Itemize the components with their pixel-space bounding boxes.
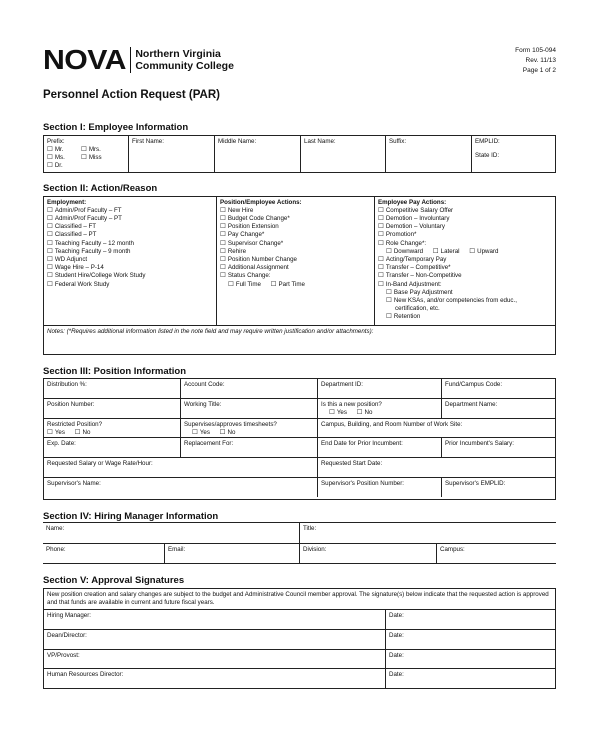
pay-action-option[interactable]: ☐ Promotion* (378, 231, 552, 239)
action-reason-table (43, 196, 556, 355)
section-1-heading: Section I: Employee Information (43, 122, 189, 133)
employment-option[interactable]: ☐ Admin/Prof Faculty – PT (47, 215, 213, 223)
employment-option[interactable]: ☐ WD Adjunct (47, 256, 213, 264)
role-lateral-checkbox[interactable]: ☐ Lateral (433, 248, 460, 256)
form-number-block (515, 46, 556, 76)
manager-email-field[interactable]: Email: (164, 544, 299, 563)
prefix-ms-checkbox[interactable]: ☐ Ms. (47, 154, 81, 162)
employment-option[interactable]: ☐ Wage Hire – P-14 (47, 264, 213, 272)
employee-info-table (43, 135, 556, 173)
hiring-manager-table (43, 522, 556, 564)
logo-divider (130, 47, 132, 73)
pay-action-option[interactable]: ☐ Demotion – Voluntary (378, 223, 552, 231)
position-info-table (43, 378, 556, 500)
supervises-cell: Supervises/approves timesheets? ☐ Yes ☐ No (180, 419, 317, 437)
new-position-no-checkbox[interactable]: ☐ No (357, 409, 373, 417)
role-upward-checkbox[interactable]: ☐ Upward (469, 248, 498, 256)
inband-option[interactable]: ☐ New KSAs, and/or competencies from educ., (386, 297, 552, 305)
prefix-miss-checkbox[interactable]: ☐ Miss (81, 154, 102, 162)
distribution-field[interactable]: Distribution %: (47, 380, 87, 388)
state-id-field[interactable]: State ID: (475, 151, 500, 159)
last-name-field[interactable]: Last Name: (300, 136, 385, 172)
manager-campus-field[interactable]: Campus: (436, 544, 556, 563)
position-action-option[interactable]: ☐ Pay Change* (220, 231, 371, 239)
campus-building-room-field[interactable]: Campus, Building, and Room Number of Work Site: (317, 419, 555, 437)
employment-option[interactable]: ☐ Admin/Prof Faculty – FT (47, 207, 213, 215)
position-actions-column: Position/Employee Actions: ☐ New Hire ☐ Budget Code Change* ☐ Position Extension ☐ Pay Change* ☐ Supervisor Change* ☐ Rehire ☐ Position Number Change ☐ Additional Assignment ☐ Status Change: ☐ Full Time ☐ Part Time (216, 197, 374, 325)
supervises-yes-checkbox[interactable]: ☐ Yes (192, 429, 210, 437)
section-5-heading: Section V: Approval Signatures (43, 575, 185, 586)
full-time-checkbox[interactable]: ☐ Full Time (228, 281, 261, 289)
manager-phone-field[interactable]: Phone: (46, 545, 66, 553)
department-name-field[interactable]: Department Name: (441, 399, 555, 418)
pay-action-option[interactable]: ☐ Acting/Temporary Pay (378, 256, 552, 264)
inband-option[interactable]: ☐ Retention (386, 313, 552, 321)
part-time-checkbox[interactable]: ☐ Part Time (271, 281, 305, 289)
hiring-manager-signature-field[interactable]: Hiring Manager: (47, 611, 92, 619)
working-title-field[interactable]: Working Title: (180, 399, 317, 418)
manager-division-field[interactable]: Division: (299, 544, 436, 563)
prefix-cell: Prefix: ☐ Mr. ☐ Ms. ☐ Dr. ☐ Mrs. ☐ Miss (44, 136, 128, 172)
employment-option[interactable]: ☐ Classified – PT (47, 231, 213, 239)
pay-action-option[interactable]: ☐ Transfer – Competitive* (378, 264, 552, 272)
supervises-no-checkbox[interactable]: ☐ No (220, 429, 236, 437)
replacement-for-field[interactable]: Replacement For: (180, 438, 317, 457)
approval-statement: New position creation and salary changes are subject to the budget and Administrative Council member approval. The signature(s) below indicate that the requested action is approved and that funds are available in current and future fiscal years. (47, 590, 549, 606)
pay-action-option[interactable]: ☐ In-Band Adjustment: (378, 281, 552, 289)
requested-start-date-field[interactable]: Requested Start Date: (317, 458, 555, 477)
position-action-option[interactable]: ☐ Status Change: (220, 272, 371, 280)
vp-provost-signature-field[interactable]: VP/Provost: (47, 651, 80, 659)
inband-option[interactable]: ☐ Base Pay Adjustment (386, 289, 552, 297)
account-code-field[interactable]: Account Code: (180, 379, 317, 398)
fund-campus-code-field[interactable]: Fund/Campus Code: (441, 379, 555, 398)
restricted-no-checkbox[interactable]: ☐ No (75, 429, 91, 437)
hiring-manager-date-field[interactable]: Date: (385, 610, 555, 629)
vp-provost-date-field[interactable]: Date: (385, 650, 555, 668)
logo-college-name: Northern Virginia Community College (135, 48, 234, 72)
section-4-heading: Section IV: Hiring Manager Information (43, 511, 219, 522)
restricted-yes-checkbox[interactable]: ☐ Yes (47, 429, 65, 437)
employment-option[interactable]: ☐ Federal Work Study (47, 281, 213, 289)
position-action-option[interactable]: ☐ Position Number Change (220, 256, 371, 264)
prefix-mr-checkbox[interactable]: ☐ Mr. (47, 146, 81, 154)
employment-option[interactable]: ☐ Teaching Faculty – 12 month (47, 240, 213, 248)
section-3-heading: Section III: Position Information (43, 366, 187, 377)
page-title: Personnel Action Request (PAR) (43, 89, 220, 101)
dean-director-date-field[interactable]: Date: (385, 630, 555, 649)
position-action-option[interactable]: ☐ Budget Code Change* (220, 215, 371, 223)
new-position-cell: Is this a new position? ☐ Yes ☐ No (317, 399, 441, 418)
hr-director-date-field[interactable]: Date: (385, 669, 555, 688)
emplid-field[interactable]: EMPLID: (475, 137, 500, 145)
exp-date-field[interactable]: Exp. Date: (47, 439, 76, 447)
form-number: Form 105-094 (515, 47, 556, 54)
prefix-mrs-checkbox[interactable]: ☐ Mrs. (81, 146, 102, 154)
middle-name-field[interactable]: Middle Name: (214, 136, 300, 172)
logo-wordmark: NOVA (43, 44, 126, 75)
first-name-field[interactable]: First Name: (128, 136, 214, 172)
supervisor-name-field[interactable]: Supervisor's Name: (47, 479, 101, 487)
dean-director-signature-field[interactable]: Dean/Director: (47, 631, 87, 639)
new-position-yes-checkbox[interactable]: ☐ Yes (329, 409, 347, 417)
pay-action-option[interactable]: ☐ Role Change*: (378, 240, 552, 248)
hr-director-signature-field[interactable]: Human Resources Director: (47, 670, 124, 678)
position-action-option[interactable]: ☐ Position Extension (220, 223, 371, 231)
position-action-option[interactable]: ☐ Additional Assignment (220, 264, 371, 272)
prefix-dr-checkbox[interactable]: ☐ Dr. (47, 162, 81, 170)
end-date-prior-field[interactable]: End Date for Prior Incumbent: (317, 438, 441, 457)
page-indicator: Page 1 of 2 (522, 67, 556, 74)
requested-salary-field[interactable]: Requested Salary or Wage Rate/Hour: (47, 459, 153, 467)
manager-name-field[interactable]: Name: (46, 524, 65, 532)
notes-field[interactable]: Notes: (*Requires additional information listed in the note field and may require written justification and/or attachments): (47, 327, 374, 335)
employment-option[interactable]: ☐ Teaching Faculty – 9 month (47, 248, 213, 256)
pay-action-option[interactable]: ☐ Competitive Salary Offer (378, 207, 552, 215)
employment-option[interactable]: ☐ Student Hire/College Work Study (47, 272, 213, 280)
form-revision: Rev. 11/13 (525, 57, 556, 64)
pay-action-option[interactable]: ☐ Transfer – Non-Competitive (378, 272, 552, 280)
position-action-option[interactable]: ☐ Supervisor Change* (220, 240, 371, 248)
suffix-field[interactable]: Suffix: (385, 136, 471, 172)
approval-signatures-table (43, 588, 556, 689)
supervisor-position-number-field[interactable]: Supervisor's Position Number: (317, 478, 441, 497)
role-downward-checkbox[interactable]: ☐ Downward (386, 248, 423, 256)
section-2-heading: Section II: Action/Reason (43, 183, 158, 194)
college-logo (43, 46, 234, 74)
employment-option[interactable]: ☐ Classified – FT (47, 223, 213, 231)
department-id-field[interactable]: Department ID: (317, 379, 441, 398)
pay-action-option[interactable]: ☐ Demotion – Involuntary (378, 215, 552, 223)
position-number-field[interactable]: Position Number: (47, 400, 95, 408)
manager-title-field[interactable]: Title: (299, 523, 556, 543)
prior-salary-field[interactable]: Prior Incumbent's Salary: (441, 438, 555, 457)
position-action-option[interactable]: ☐ Rehire (220, 248, 371, 256)
position-action-option[interactable]: ☐ New Hire (220, 207, 371, 215)
employment-column: Employment: ☐ Admin/Prof Faculty – FT ☐ Admin/Prof Faculty – PT ☐ Classified – FT ☐ Classified – PT ☐ Teaching Faculty – 12 month ☐ Teaching Faculty – 9 month ☐ WD Adjunct ☐ Wage Hire – P-14 ☐ Student Hire/College Work Study ☐ Federal Work Study (44, 197, 216, 325)
pay-actions-column: Employee Pay Actions: ☐ Competitive Salary Offer ☐ Demotion – Involuntary ☐ Demotion – Voluntary ☐ Promotion* ☐ Role Change*: ☐ Downward ☐ Lateral ☐ Upward ☐ Acting/Temporary Pay ☐ Transfer – Competitive* ☐ Transfer – Non-Competitive ☐ In-Band Adjustment: ☐ Base Pay Adjustment ☐ New KSAs, and/or competencies from educ., certification, etc. ☐ Retention (374, 197, 555, 325)
restricted-position-cell: Restricted Position? ☐ Yes ☐ No (44, 419, 180, 437)
emplid-cell (471, 136, 555, 172)
supervisor-emplid-field[interactable]: Supervisor's EMPLID: (441, 478, 555, 497)
